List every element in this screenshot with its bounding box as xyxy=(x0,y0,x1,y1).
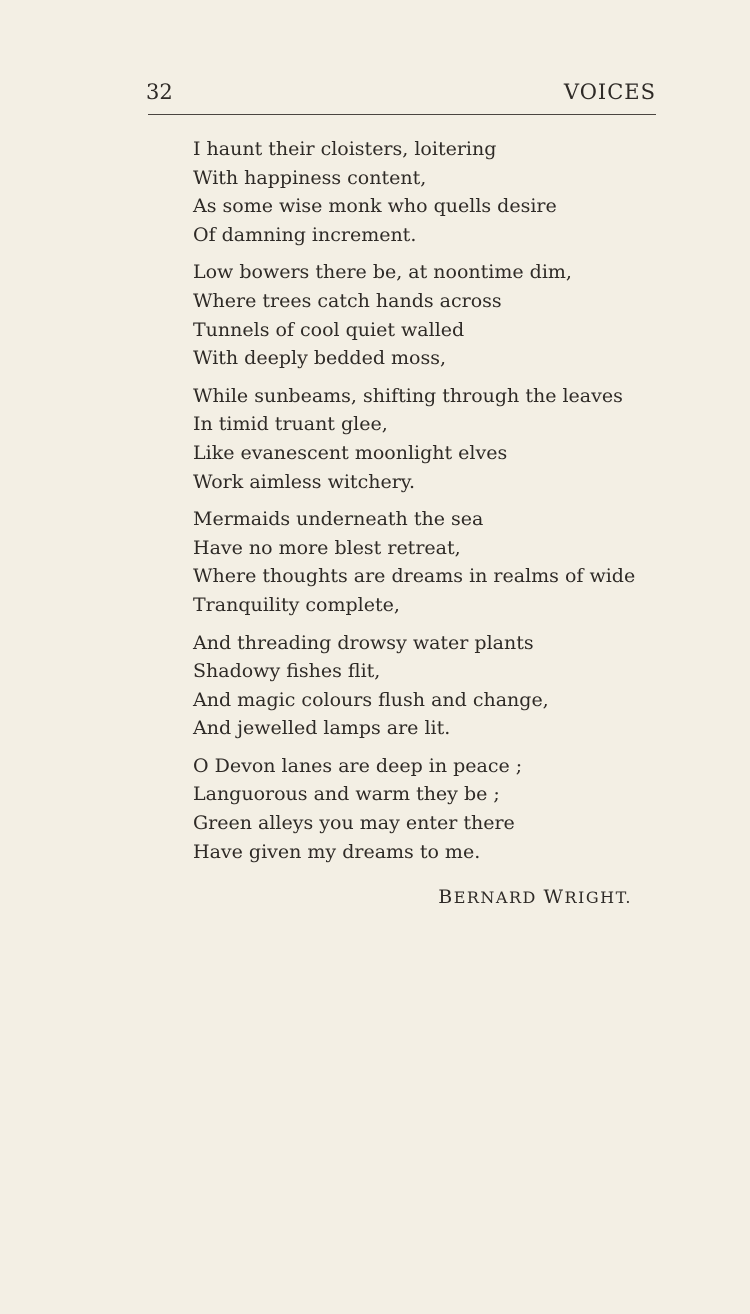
poem-line: Have given my dreams to me. xyxy=(193,840,481,863)
poem-line: Have no more blest retreat, xyxy=(193,536,461,559)
stanza xyxy=(193,629,673,743)
poem-line: Low bowers there be, at noontime dim, xyxy=(193,261,572,284)
poem-line: Tunnels of cool quiet walled xyxy=(193,318,465,341)
poem-line: While sunbeams, shifting through the leaves xyxy=(193,384,623,407)
poem-line: Green alleys you may enter there xyxy=(193,812,515,835)
author-signature xyxy=(438,886,632,908)
author-last-rest: RIGHT. xyxy=(564,888,632,907)
poem-line: Tranquility complete, xyxy=(193,593,400,616)
poem-line: Where thoughts are dreams in realms of wide xyxy=(193,565,636,588)
poem-line: In timid truant glee, xyxy=(193,413,388,436)
poem-line: O Devon lanes are deep in peace ; xyxy=(193,754,523,777)
poem-line: Languorous and warm they be ; xyxy=(193,783,500,806)
poem-line: And threading drowsy water plants xyxy=(193,631,534,654)
poem-line: And magic colours flush and change, xyxy=(193,688,549,711)
poem-line: Work aimless witchery. xyxy=(193,470,416,493)
poem-line: With happiness content, xyxy=(193,166,427,189)
page-number: 32 xyxy=(146,80,173,104)
stanza xyxy=(193,382,673,496)
poem-line: Like evanescent moonlight elves xyxy=(193,441,508,464)
running-head: VOICES xyxy=(563,80,656,104)
author-first-rest: ERNARD xyxy=(453,888,537,907)
author-first-initial: B xyxy=(438,886,454,908)
poem-line: With deeply bedded moss, xyxy=(193,347,447,370)
header-rule xyxy=(148,114,656,115)
poem-line: Of damning increment. xyxy=(193,223,417,246)
poem-line: Mermaids underneath the sea xyxy=(193,508,484,531)
poem xyxy=(193,135,673,875)
stanza xyxy=(193,505,673,619)
author-last-initial: W xyxy=(543,886,565,908)
poem-line: Shadowy fishes flit, xyxy=(193,660,381,683)
poem-line: I haunt their cloisters, loitering xyxy=(193,138,497,160)
stanza xyxy=(193,752,673,866)
poem-line: Where trees catch hands across xyxy=(193,289,502,312)
stanza xyxy=(193,135,673,249)
poem-line: As some wise monk who quells desire xyxy=(193,195,557,218)
stanza xyxy=(193,258,673,372)
poem-line: And jewelled lamps are lit. xyxy=(193,717,451,740)
